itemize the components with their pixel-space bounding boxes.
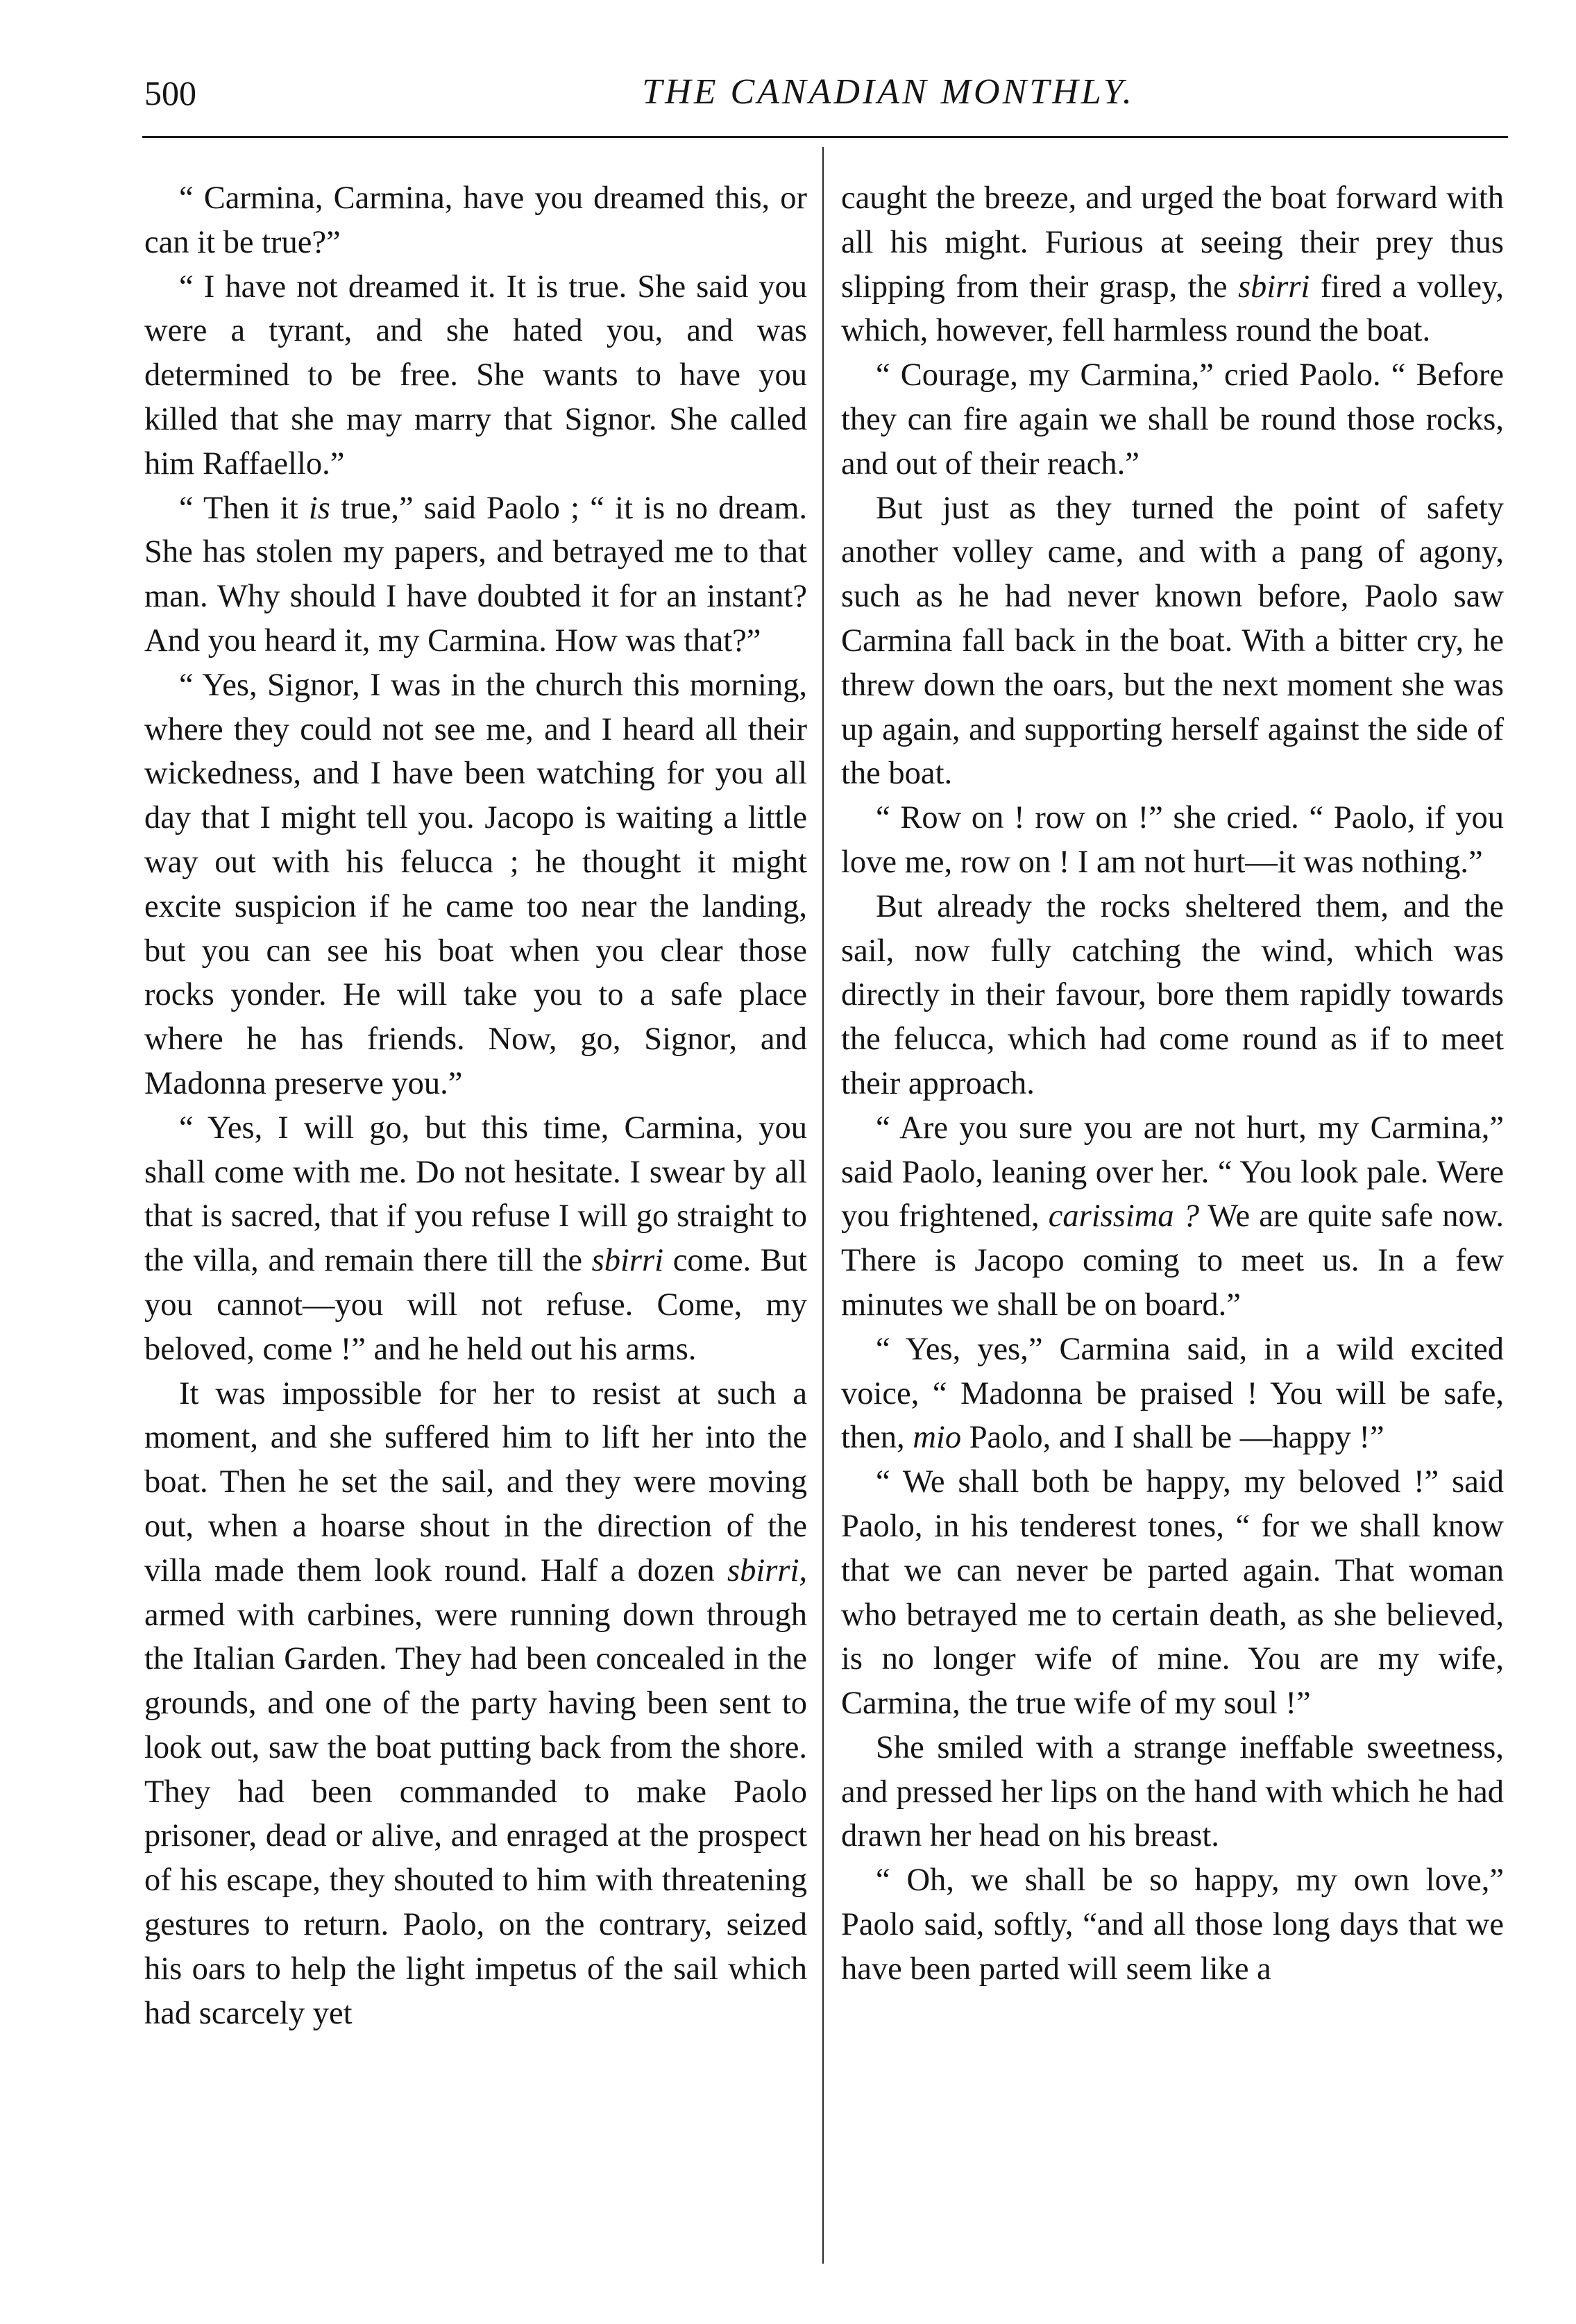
paragraph (841, 1858, 1504, 1991)
paragraph (841, 1106, 1504, 1328)
paragraph-text: “ I have not dreamed it. It is true. She said you were a tyrant, and she hated you, and was determined to be free. She wants to have you killed that she may marry that Signor. She called him Raffaello.” (144, 269, 807, 482)
paragraph-text: “ Row on ! row on !” she cried. “ Paolo, if you love me, row on ! I am not hurt—it was nothing.” (841, 800, 1504, 880)
paragraph-text: “ Yes, I will go, but this time, Carmina, you shall come with me. Do not hesitate. I swear by all that is sacred, that if you refuse I will go straight to the villa, and remain there till the (144, 1110, 807, 1279)
header-rule (142, 136, 1508, 138)
paragraph (144, 486, 807, 663)
paragraph-text: But already the rocks sheltered them, and the sail, now fully catching the wind, which was directly in their favour, bore them rapidly towards the felucca, which had come round as if to meet their approach. (841, 888, 1504, 1101)
paragraph-text: She smiled with a strange ineffable sweetness, and pressed her lips on the hand with which he had drawn her head on his breast. (841, 1729, 1504, 1854)
paragraph-text: true,” said Paolo ; “ it is no dream. She has stolen my papers, and betrayed me to that man. Why should I have doubted it for an instant? And you heard it, my Carmina. How was that?” (144, 490, 807, 659)
page-number: 500 (144, 74, 196, 112)
column-divider (822, 147, 824, 2264)
paragraph (144, 265, 807, 486)
paragraph-text: fired a volley, which, however, fell harmless round the boat. (841, 269, 1504, 349)
paragraph-text: armed with carbines, were running down through the Italian Garden. They had been concealed in the grounds, and one of the party having been sent to look out, saw the boat putting back from the shore. They had been commanded to make Paolo prisoner, dead or alive, and enraged at the prospect of his escape, they shouted to him with threatening gestures to return. Paolo, on the contrary, seized his oars to help the light impetus of the sail which had scarcely yet (144, 1597, 807, 2031)
italic-text: mio (913, 1420, 962, 1456)
paragraph-text: “ Yes, yes,” Carmina said, in a wild excited voice, “ Madonna be praised ! You will be safe, then, (841, 1331, 1504, 1456)
running-title: THE CANADIAN MONTHLY. (642, 72, 1135, 112)
paragraph (841, 1460, 1504, 1726)
paragraph (841, 1726, 1504, 1858)
paragraph (841, 1328, 1504, 1460)
right-column (841, 176, 1504, 1992)
paragraph (841, 176, 1504, 353)
paragraph (144, 176, 807, 265)
paragraph (841, 486, 1504, 797)
paragraph-text: “ Are you sure you are not hurt, my Carmina,” said Paolo, leaning over her. “ You look pale. Were you frightened, (841, 1110, 1504, 1235)
paragraph-text: “ Yes, Signor, I was in the church this morning, where they could not see me, and I heard all their wickedness, and I have been watching for you all day that I might tell you. Jacopo is waiting a little way out with his felucca ; he thought it might excite suspicion if he came too near the landing, but you can see his boat when you clear those rocks yonder. He will take you to a safe place where he has friends. Now, go, Signor, and Madonna preserve you.” (144, 667, 807, 1101)
paragraph (841, 796, 1504, 885)
italic-text: sbirri (1237, 269, 1310, 305)
paragraph-text: “ Then it (179, 490, 309, 526)
italic-text: is (308, 490, 330, 526)
paragraph-text: But just as they turned the point of safety another volley came, and with a pang of agony, such as he had never known before, Paolo saw Carmina fall back in the boat. With a bitter cry, he threw down the oars, but the next moment she was up again, and supporting herself against the side of the boat. (841, 490, 1504, 792)
paragraph-text: “ Carmina, Carmina, have you dreamed this, or can it be true?” (144, 180, 807, 260)
paragraph-text: We are quite safe now. There is Jacopo coming to meet us. In a few minutes we shall be on board.” (841, 1198, 1504, 1323)
paragraph (144, 1372, 807, 2036)
paragraph-text: come. But you cannot—you will not refuse. Come, my beloved, come !” and he held out his arms. (144, 1243, 807, 1367)
italic-text: sbirri, (727, 1552, 807, 1588)
paragraph (144, 663, 807, 1106)
paragraph-text: Paolo, and I shall be —happy !” (961, 1420, 1384, 1456)
paragraph-text: “ We shall both be happy, my beloved !” said Paolo, in his tenderest tones, “ for we shall know that we can never be parted again. That woman who betrayed me to certain death, as she believed, is no longer wife of mine. You are my wife, Carmina, the true wife of my soul !” (841, 1464, 1504, 1722)
paragraph-text: “ Courage, my Carmina,” cried Paolo. “ Before they can fire again we shall be round those rocks, and out of their reach.” (841, 357, 1504, 482)
paragraph (144, 1106, 807, 1372)
paragraph-text: caught the breeze, and urged the boat forward with all his might. Furious at seeing their prey thus slipping from their grasp, the (841, 180, 1504, 305)
paragraph-text: It was impossible for her to resist at such a moment, and she suffered him to lift her into the boat. Then he set the sail, and they were moving out, when a hoarse shout in the direction of the villa made them look round. Half a dozen (144, 1375, 807, 1588)
italic-text: carissima ? (1048, 1198, 1200, 1235)
italic-text: sbirri (591, 1243, 664, 1279)
paragraph (841, 885, 1504, 1106)
left-column (144, 176, 807, 2035)
paragraph (841, 353, 1504, 486)
paragraph-text: “ Oh, we shall be so happy, my own love,” Paolo said, softly, “and all those long days that we have been parted will seem like a (841, 1863, 1504, 1987)
